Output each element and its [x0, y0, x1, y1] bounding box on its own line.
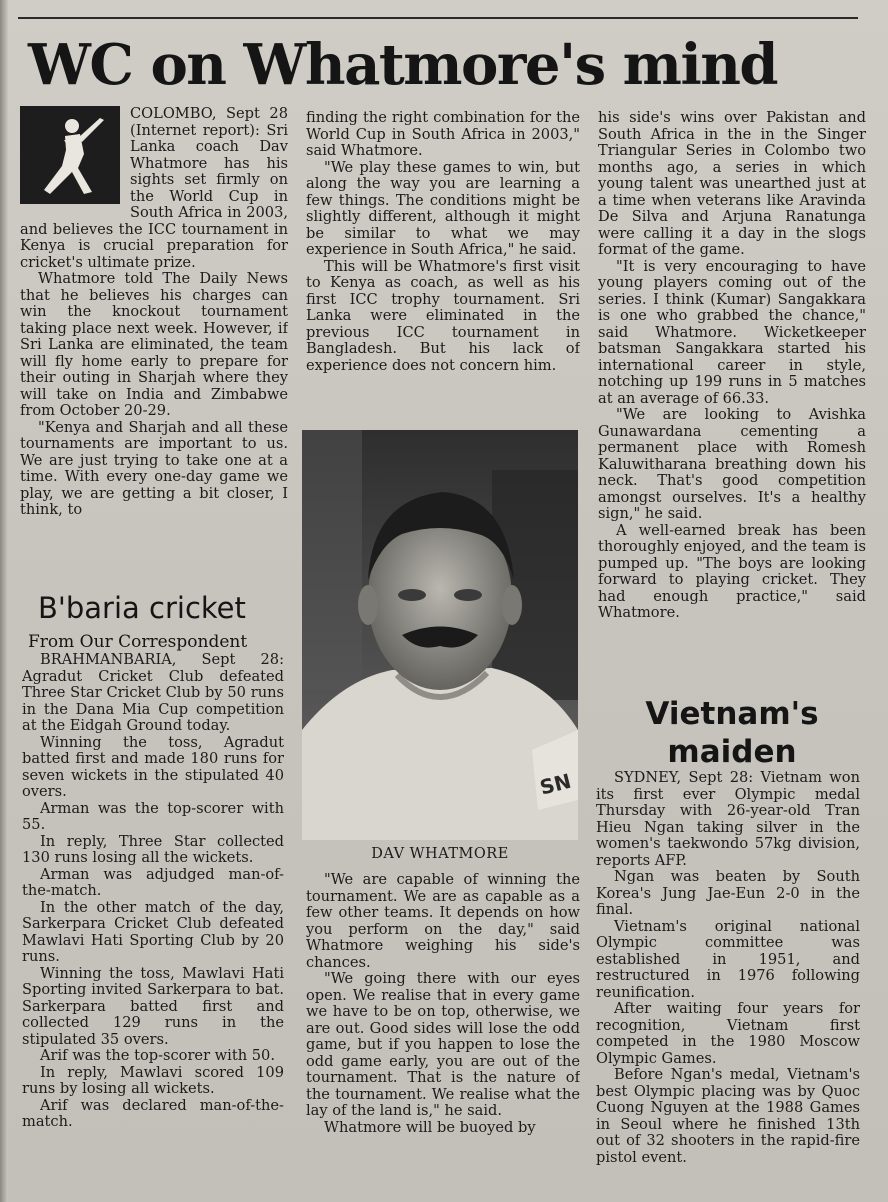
headline: WC on Whatmore's mind: [28, 32, 778, 98]
paragraph: "We play these games to win, but along the way you are learning a few things. The conditions might be slightly different, although it might be similar to what we may experience in South Africa," he said.: [306, 158, 580, 258]
paragraph: "It is very encouraging to have young players coming out of the series. I think (Kumar) Sangakkara is one who grabbed the chance," said Whatmore. Wicketkeeper batsman Sangakkara started his international career in style, notching up 199 runs in 5 matches at an average of 66.33.: [598, 257, 866, 407]
paragraph: Arman was adjudged man-of-the-match.: [22, 865, 284, 899]
bbaria-title: B'baria cricket: [38, 591, 246, 625]
paragraph: "Kenya and Sharjah and all these tournaments are important to us. We are just trying to take one at a time. With every one-day game we play, we are getting a bit closer, I think, to: [20, 418, 288, 518]
paragraph: Whatmore will be buoyed by: [324, 1118, 536, 1136]
paragraph: BRAHMANBARIA, Sept 28: Agradut Cricket Club defeated Three Star Cricket Club by 50 runs in the Dana Mia Cup competition at the Eidgah Ground today.: [22, 652, 284, 734]
paragraph: finding the right combination for the World Cup in South Africa in 2003," said Whatmore.: [306, 110, 580, 159]
paragraph: "We are looking to Avishka Gunawardana cementing a permanent place with Romesh Kaluwitharana breathing down his neck. That's good competition amongst ourselves. It's a healthy sign," he said.: [598, 406, 866, 522]
page-edge-shadow: [0, 0, 8, 1202]
bbaria-byline: From Our Correspondent: [28, 632, 248, 652]
paragraph: COLOMBO, Sept 28 (Internet report): Sri Lanka coach Dav Whatmore has his sights set firmly on the World Cup in South Africa in 2003, and believes the ICC tournament in Kenya is crucial preparation for cricket's ultimate prize.: [20, 106, 288, 271]
cricket-batsman-icon: [20, 106, 120, 204]
paragraph: "We are capable of winning the tournament. We are as capable as a few other teams. It depends on how you perform on the day," said Whatmore weighing his side's chances.: [306, 872, 580, 971]
paragraph: Ngan was beaten by South Korea's Jung Jae-Eun 2-0 in the final.: [596, 868, 860, 918]
vietnam-story-body: [596, 770, 860, 1180]
photo-caption: DAV WHATMORE: [371, 846, 509, 862]
paragraph: "We going there with our eyes open. We realise that in every game we have to be on top, otherwise, we are out. Good sides will lose the odd game, but if you happen to lose the odd game early, you are out of the tournament. That is the nature of the tournament. We realise what the lay of the land is," he said.: [306, 970, 580, 1119]
main-story-column-2-continued: [306, 872, 580, 1174]
paragraph: In the other match of the day, Sarkerpara Cricket Club defeated Mawlavi Hati Sporting Club by 20 runs.: [22, 898, 284, 965]
paragraph: This will be Whatmore's first visit to Kenya as coach, as well as his first ICC trophy tournament. Sri Lanka were eliminated in the previous ICC tournament in Bangladesh. But his lack of experience does not concern him.: [306, 257, 580, 374]
paragraph: Winning the toss, Mawlavi Hati Sporting invited Sarkerpara to bat. Sarkerpara batted first and collected 129 runs in the stipulated 35 overs.: [22, 964, 284, 1048]
top-rule: [18, 17, 858, 19]
paragraph: Arif was declared man-of-the-match.: [22, 1096, 284, 1130]
paragraph: his side's wins over Pakistan and South Africa in the in the Singer Triangular Series in Colombo two months ago, a series in which young talent was unearthed just at a time when veterans like Aravinda De Silva and Arjuna Ranatunga were calling it a day in the slogs format of the game.: [598, 110, 866, 258]
paragraph: Before Ngan's medal, Vietnam's best Olympic placing was by Quoc Cuong Nguyen at the 1988 Games in Seoul where he finished 13th out of 32 shooters in the rapid-fire pistol event.: [596, 1066, 860, 1166]
main-story-column-3: [598, 110, 866, 694]
paragraph: Arman was the top-scorer with 55.: [22, 799, 284, 833]
bbaria-story-body: [22, 652, 284, 1174]
paragraph: Arif was the top-scorer with 50.: [40, 1047, 275, 1064]
vietnam-title: Vietnam's maiden: [645, 696, 819, 770]
paragraph: Whatmore told The Daily News that he believes his charges can win the knockout tournament taking place next week. However, if Sri Lanka are eliminated, the team will fly home early to prepare for their outing in Sharjah where they will take on India and Zimbabwe from October 20-29.: [20, 270, 288, 419]
paragraph: Winning the toss, Agradut batted first and made 180 runs for seven wickets in the stipulated 40 overs.: [22, 733, 284, 800]
paragraph: In reply, Three Star collected 130 runs losing all the wickets.: [22, 832, 284, 866]
main-story-column-2: [306, 110, 580, 422]
paragraph: A well-earned break has been thoroughly enjoyed, and the team is pumped up. "The boys are looking forward to playing cricket. They had enough practice," said Whatmore.: [598, 521, 866, 621]
paragraph: After waiting four years for recognition, Vietnam first competed in the 1980 Moscow Olympic Games.: [596, 1000, 860, 1067]
photo-banner-text: SN: [537, 768, 574, 800]
paragraph: Vietnam's original national Olympic committee was established in 1951, and restructured in 1976 following reunification.: [596, 917, 860, 1001]
paragraph: SYDNEY, Sept 28: Vietnam won its first ever Olympic medal Thursday with 26-year-old Tran Hieu Ngan taking silver in the women's taekwondo 57kg division, reports AFP.: [596, 770, 860, 869]
paragraph: In reply, Mawlavi scored 109 runs by losing all wickets.: [22, 1063, 284, 1097]
main-story-column-1: [20, 106, 288, 578]
whatmore-photo: [302, 430, 578, 840]
